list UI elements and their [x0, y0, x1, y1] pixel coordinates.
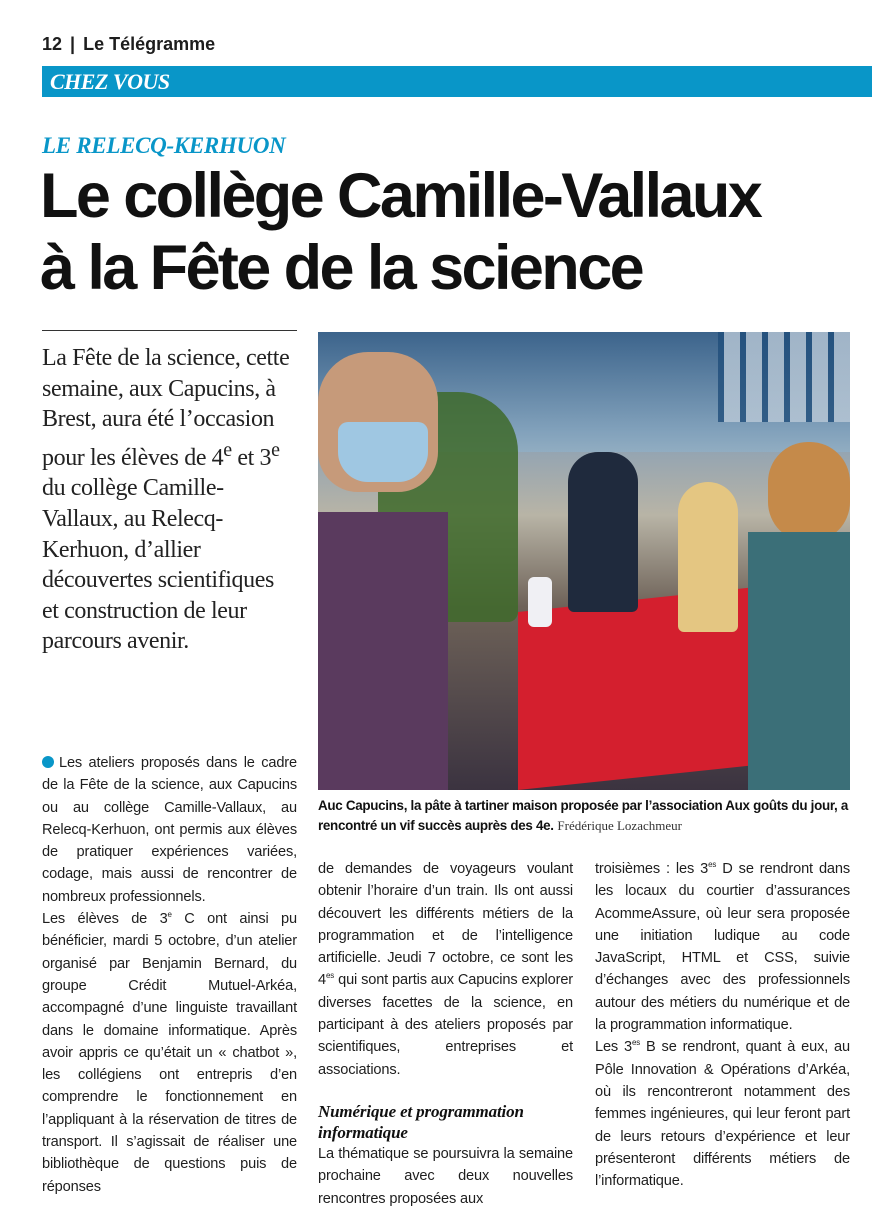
- paragraph: [595, 1036, 850, 1192]
- paragraph: [318, 1143, 573, 1210]
- photo-caption: [318, 796, 858, 836]
- paragraph: [42, 752, 297, 908]
- photo-credit: Frédérique Lozachmeur: [557, 818, 682, 833]
- text-run: B se rendront, quant à eux, au Pôle Innovation & Opérations d’Arkéa, où ils rencontreront notamment des femmes ingénieures, qui leur feront part de leurs retours d’expérience et leur présenteront différents métiers de l’informatique.: [595, 1039, 850, 1190]
- text-run: D se rendront dans les locaux du courtier d’assurances AcommeAssure, où leur sera proposée une initiation ludique au code JavaScript, HTML et CSS, suivie d’échanges avec des professionnels autour des métiers du numérique et de la programmation informatique.: [595, 861, 850, 1034]
- text-run: Les ateliers proposés dans le cadre de la Fête de la science, aux Capucins ou au collège Camille-Vallaux, au Relecq-Kerhuon, ont permis aux élèves de pratiquer expériences variées, codage, mais aussi de rencontrer de nombreux professionnels.: [42, 755, 297, 905]
- page-number: 12: [42, 34, 63, 54]
- caption-text: Auc Capucins, la pâte à tartiner maison proposée par l’association Aux goûts du jour, a rencontré un vif succès auprès des 4e.: [318, 798, 848, 833]
- article-lead: [42, 343, 294, 657]
- paragraph: [318, 858, 573, 1081]
- body-column-1: [42, 752, 297, 1198]
- superscript: e: [167, 910, 172, 920]
- section-title: CHEZ VOUS: [50, 69, 170, 94]
- section-banner: [42, 66, 872, 97]
- superscript: es: [708, 860, 717, 869]
- text-run: qui sont partis aux Capucins explorer diverses facettes de la science, en participant à des ateliers proposés par scientifiques, entreprises et associations.: [318, 972, 573, 1078]
- folio: [42, 34, 215, 55]
- subheading: Numérique et programmation informatique: [318, 1101, 524, 1142]
- superscript: e: [271, 438, 280, 461]
- superscript: e: [223, 438, 232, 461]
- text-run: de demandes de voyageurs voulant obtenir l’horaire d’un train. Ils ont aussi découvert les différents métiers de la programmation et de l’intelligence artificielle. Jeudi 7 octobre, ce sont les 4: [318, 861, 573, 989]
- text-run: troisièmes : les 3: [595, 861, 709, 877]
- superscript: es: [631, 1038, 641, 1048]
- newspaper-name: Le Télégramme: [83, 34, 216, 54]
- article-headline: [40, 160, 870, 304]
- divider: [42, 330, 297, 331]
- text-run: La Fête de la science, cette semaine, aux Capucins, à Brest, aura été l’occasion pour les élèves de 4: [42, 345, 290, 471]
- article-photo: [318, 332, 850, 790]
- body-column-3: [595, 858, 850, 1192]
- superscript: es: [325, 971, 335, 981]
- folio-separator: |: [70, 34, 76, 54]
- paragraph: [42, 908, 297, 1198]
- body-column-2: [318, 858, 573, 1210]
- text-run: du collège Camille-Vallaux, au Relecq-Kerhuon, d’allier découvertes scientifiques et construction de leur parcours avenir.: [42, 475, 274, 655]
- bullet-dot-icon: [42, 756, 54, 768]
- headline-line: à la Fête de la science: [40, 233, 643, 303]
- text-run: La thématique se poursuivra la semaine prochaine avec deux nouvelles rencontres proposées aux: [318, 1145, 573, 1207]
- paragraph: [595, 858, 850, 1036]
- headline-line: Le collège Camille-Vallaux: [40, 161, 761, 231]
- text-run: Les 3: [595, 1039, 632, 1056]
- text-run: et 3: [231, 444, 272, 471]
- text-run: Les élèves de 3: [42, 911, 168, 928]
- text-run: C ont ainsi pu bénéficier, mardi 5 octobre, d’un atelier organisé par Benjamin Bernard, du groupe Crédit Mutuel-Arkéa, accompagné d’une linguiste travaillant dans le domaine informatique. Après avoir appris ce qu’était un « chatbot », les collégiens ont entrepris d’en comprendre le fonctionnement en l’appliquant à la réservation de titres de transport. Il s’agissait de réaliser une bibliothèque de questions puis de réponses: [42, 911, 297, 1195]
- article-kicker: LE RELECQ-KERHUON: [42, 133, 286, 158]
